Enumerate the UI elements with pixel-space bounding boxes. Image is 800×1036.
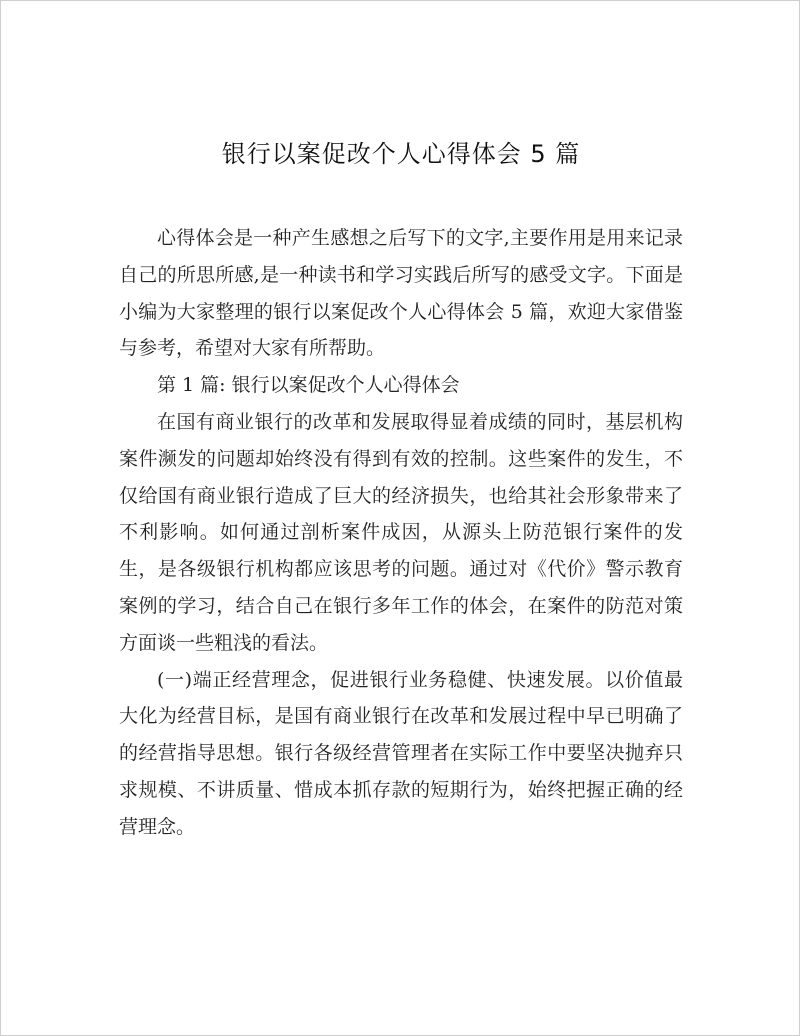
section-heading: 第 1 篇: 银行以案促改个人心得体会 xyxy=(157,374,460,397)
document-body xyxy=(119,220,683,846)
intro-paragraph: 心得体会是一种产生感想之后写下的文字,主要作用是用来记录自己的所思所感,是一种读书和学习实践后所写的感受文字。下面是小编为大家整理的银行以案促改个人心得体会 5 篇，欢迎大家借鉴与参考，希望对大家有所帮助。 xyxy=(119,227,683,360)
document-title: 银行以案促改个人心得体会 5 篇 xyxy=(221,140,581,168)
body-paragraph: (一)端正经营理念，促进银行业务稳健、快速发展。以价值最大化为经营目标，是国有商业银行在改革和发展过程中早已明确了的经营指导思想。银行各级经营管理者在实际工作中要坚决抛弃只求规模、不讲质量、惜成本抓存款的短期行为，始终把握正确的经营理念。 xyxy=(119,668,683,838)
body-paragraph: 在国有商业银行的改革和发展取得显着成绩的同时，基层机构案件濒发的问题却始终没有得到有效的控制。这些案件的发生，不仅给国有商业银行造成了巨大的经济损失，也给其社会形象带来了不利影响。如何通过剖析案件成因，从源头上防范银行案件的发生，是各级银行机构都应该思考的问题。通过对《代价》警示教育案例的学习，结合自己在银行多年工作的体会，在案件的防范对策方面谈一些粗浅的看法。 xyxy=(119,410,683,654)
